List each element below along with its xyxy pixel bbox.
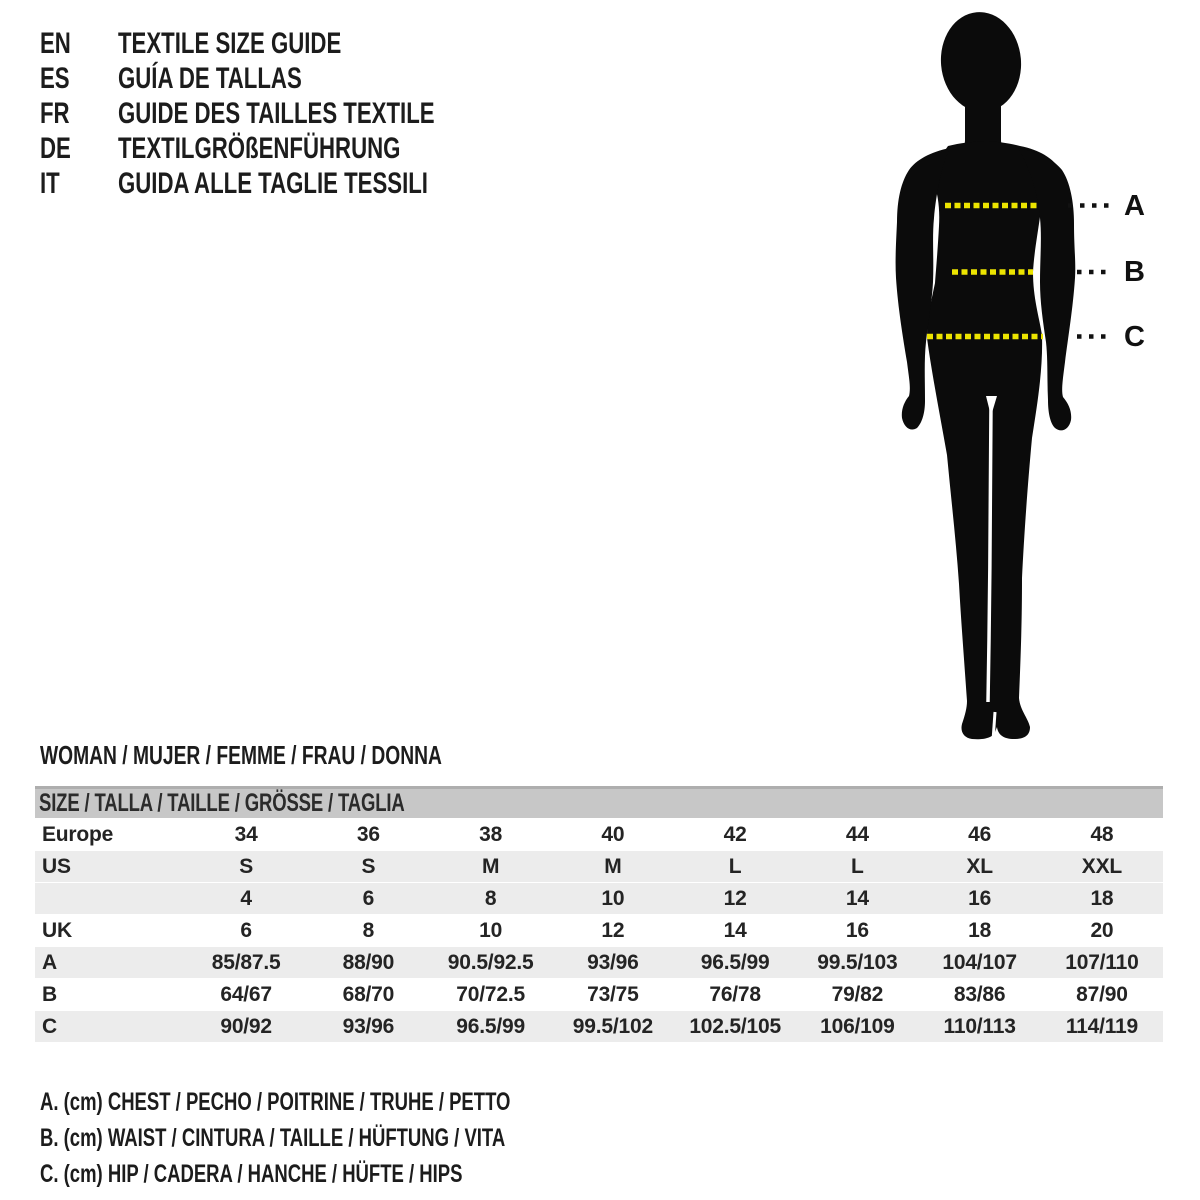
section-title bbox=[40, 740, 583, 771]
size-cell: 44 bbox=[845, 822, 869, 846]
size-cell: XL bbox=[966, 854, 993, 878]
size-cell: 88/90 bbox=[342, 950, 395, 974]
size-cell: 73/75 bbox=[587, 982, 639, 1006]
size-cell: 14 bbox=[723, 918, 747, 942]
size-table-row bbox=[35, 915, 1163, 947]
measurement-marker-label: C bbox=[1124, 321, 1145, 353]
size-cell: 93/96 bbox=[587, 950, 639, 974]
language-row bbox=[40, 96, 546, 131]
language-code: IT bbox=[40, 166, 60, 200]
size-cell: 18 bbox=[968, 918, 992, 942]
size-cell: 8 bbox=[362, 918, 375, 942]
size-table-row bbox=[35, 883, 1163, 915]
size-cell: 102.5/105 bbox=[689, 1014, 781, 1038]
size-cell: 85/87.5 bbox=[211, 950, 281, 974]
size-cell: 6 bbox=[362, 886, 375, 910]
size-cell: L bbox=[728, 854, 742, 878]
measurement-marker-label: B bbox=[1124, 256, 1145, 288]
size-cell: 46 bbox=[968, 822, 992, 846]
size-cell: 106/109 bbox=[820, 1014, 895, 1038]
size-cell: 90.5/92.5 bbox=[447, 950, 534, 974]
language-guide-title: TEXTILGRÖßENFÜHRUNG bbox=[118, 131, 401, 165]
size-cell: 96.5/99 bbox=[456, 1014, 525, 1038]
language-guide-title: GUÍA DE TALLAS bbox=[118, 61, 302, 95]
language-guide-title: TEXTILE SIZE GUIDE bbox=[118, 26, 342, 60]
size-cell: 107/110 bbox=[1065, 950, 1139, 974]
size-table bbox=[35, 786, 1163, 1042]
size-cell: 99.5/102 bbox=[572, 1014, 653, 1038]
measurement-marker-label: A bbox=[1124, 190, 1145, 222]
size-row-label: UK bbox=[42, 918, 72, 942]
measurement-legend bbox=[40, 1084, 676, 1192]
size-cell: 104/107 bbox=[942, 950, 1017, 974]
size-table-row bbox=[35, 979, 1163, 1011]
size-cell: 20 bbox=[1090, 918, 1114, 942]
language-row bbox=[40, 166, 546, 201]
size-cell: 4 bbox=[240, 886, 252, 910]
size-cell: 36 bbox=[356, 822, 380, 846]
size-cell: 10 bbox=[479, 918, 503, 942]
size-cell: 6 bbox=[240, 918, 252, 942]
size-cell: 12 bbox=[601, 918, 625, 942]
size-cell: 42 bbox=[723, 822, 747, 846]
size-table-row bbox=[35, 851, 1163, 883]
section-title-text: WOMAN / MUJER / FEMME / FRAU / DONNA bbox=[40, 740, 442, 770]
silhouette-body bbox=[927, 142, 1059, 740]
size-table-row bbox=[35, 819, 1163, 851]
language-row bbox=[40, 26, 546, 61]
size-cell: 70/72.5 bbox=[456, 982, 525, 1006]
size-cell: 16 bbox=[968, 886, 992, 910]
size-cell: 12 bbox=[723, 886, 747, 910]
size-cell: 64/67 bbox=[220, 982, 272, 1006]
size-cell: 114/119 bbox=[1065, 1014, 1139, 1038]
size-cell: 48 bbox=[1090, 822, 1114, 846]
size-cell: 96.5/99 bbox=[700, 950, 770, 974]
size-cell: 10 bbox=[601, 886, 625, 910]
language-code: FR bbox=[40, 96, 70, 130]
language-guide-list bbox=[40, 26, 546, 201]
size-cell: 40 bbox=[601, 822, 625, 846]
size-table-row bbox=[35, 947, 1163, 979]
size-cell: M bbox=[604, 854, 622, 878]
size-row-label: A bbox=[42, 950, 57, 974]
size-cell: 99.5/103 bbox=[817, 950, 898, 974]
size-cell: 68/70 bbox=[342, 982, 395, 1006]
size-table-header-cell bbox=[35, 788, 1163, 819]
size-cell: L bbox=[851, 854, 864, 878]
size-table-header-row bbox=[35, 788, 1163, 819]
size-cell: S bbox=[361, 854, 376, 878]
size-cell: S bbox=[239, 854, 254, 878]
size-cell: 38 bbox=[479, 822, 503, 846]
size-cell: 83/86 bbox=[953, 982, 1006, 1006]
size-cell: 87/90 bbox=[1076, 982, 1128, 1006]
size-cell: 14 bbox=[845, 886, 869, 910]
size-row-label bbox=[35, 883, 185, 915]
size-cell: 93/96 bbox=[342, 1014, 395, 1038]
size-cell: 34 bbox=[234, 822, 258, 846]
size-row-label: US bbox=[42, 854, 71, 878]
size-table-row bbox=[35, 1011, 1163, 1043]
language-code: EN bbox=[40, 26, 71, 60]
language-guide-title: GUIDE DES TAILLES TEXTILE bbox=[118, 96, 435, 130]
language-row bbox=[40, 61, 546, 96]
size-row-label: C bbox=[42, 1014, 57, 1038]
language-row bbox=[40, 131, 546, 166]
woman-silhouette-image bbox=[880, 0, 1120, 760]
size-cell: 18 bbox=[1090, 886, 1114, 910]
size-cell: 79/82 bbox=[831, 982, 884, 1006]
language-guide-title: GUIDA ALLE TAGLIE TESSILI bbox=[118, 166, 428, 200]
language-code: ES bbox=[40, 61, 70, 95]
woman-silhouette-figure bbox=[880, 0, 1120, 760]
size-cell: 90/92 bbox=[220, 1014, 272, 1038]
size-cell: 8 bbox=[484, 886, 497, 910]
language-code: DE bbox=[40, 131, 71, 165]
size-row-label: B bbox=[42, 982, 57, 1006]
size-cell: XXL bbox=[1081, 854, 1123, 878]
size-row-label: Europe bbox=[42, 822, 114, 846]
size-cell: 110/113 bbox=[943, 1014, 1016, 1038]
size-cell: 76/78 bbox=[709, 982, 761, 1006]
legend-line: C. (cm) HIP / CADERA / HANCHE / HÜFTE / HIPS bbox=[40, 1159, 463, 1188]
legend-line: A. (cm) CHEST / PECHO / POITRINE / TRUHE / PETTO bbox=[40, 1087, 511, 1116]
size-table-header-text: SIZE / TALLA / TAILLE / GRÖSSE / TAGLIA bbox=[39, 789, 405, 817]
feet-gap-line bbox=[993, 712, 995, 741]
legend-line: B. (cm) WAIST / CINTURA / TAILLE / HÜFTUNG / VITA bbox=[40, 1123, 506, 1152]
size-cell: 16 bbox=[845, 918, 869, 942]
size-cell: M bbox=[481, 854, 500, 878]
